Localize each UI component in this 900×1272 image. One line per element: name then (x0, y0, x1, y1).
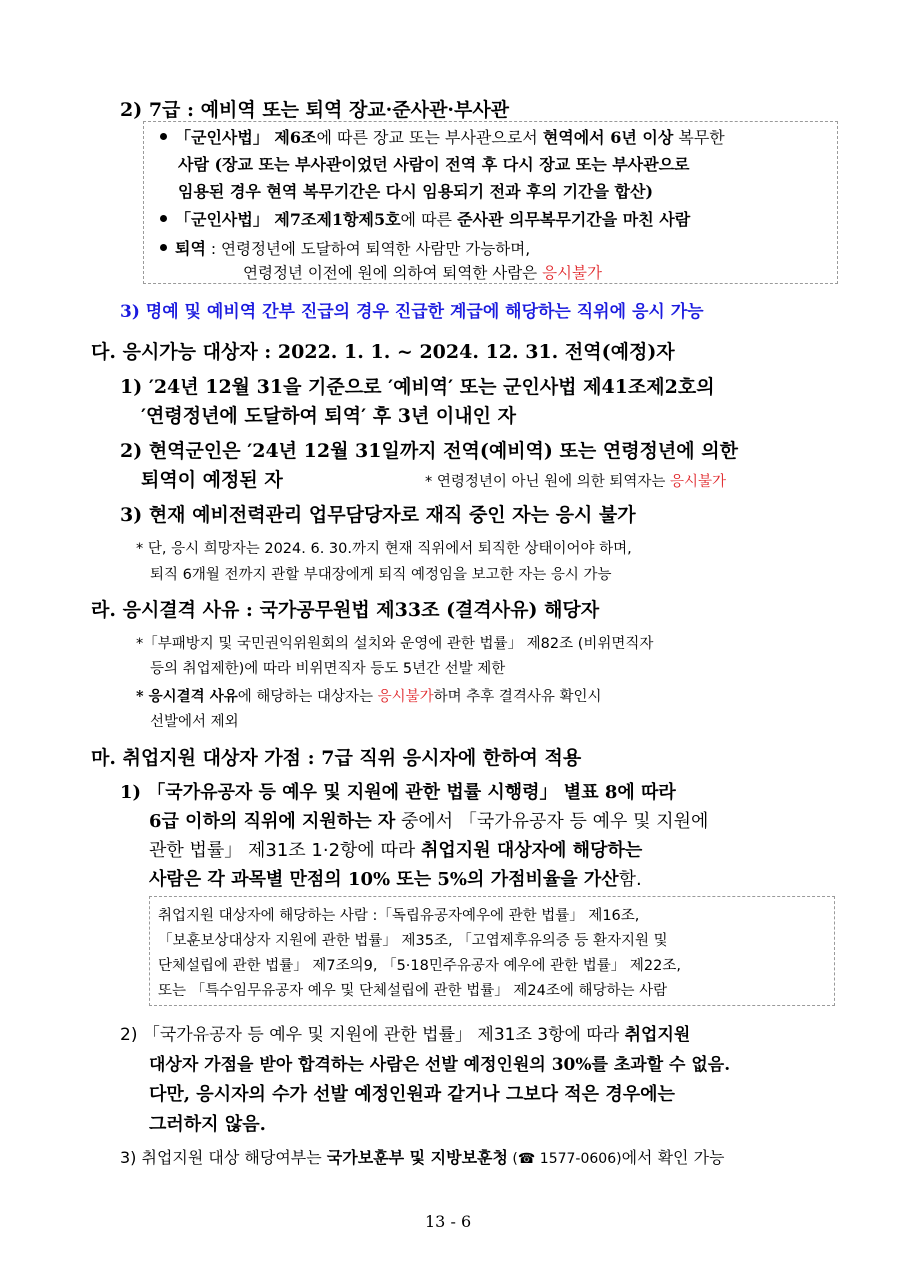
da-item-3: 3) 현재 예비전력관리 업무담당자로 재직 중인 자는 응시 불가 (120, 504, 636, 526)
text: 함. (618, 869, 642, 890)
text: 에서 확인 가능 (621, 1148, 725, 1167)
bullet-dot-icon (160, 215, 167, 222)
bullet-line-1-cont2: 임용된 경우 현역 복무기간은 다시 임용되기 전과 후의 기간을 합산) (178, 182, 654, 201)
bullet-line-3-cont (243, 261, 602, 283)
text: * 연령정년이 아닌 원에 의한 퇴역자는 (425, 474, 671, 490)
text: 관한 법률」 제31조 1·2항에 따라 (149, 840, 422, 861)
text: 에 해당하는 대상자는 (237, 689, 378, 705)
box2-line-3: 단체설립에 관한 법률」 제7조의9, 「5·18민주유공자 예우에 관한 법률」 제22조, (158, 958, 681, 974)
bullet-line-1 (160, 125, 725, 148)
ma-item-2 (120, 1020, 690, 1045)
ma-item-1-l4 (149, 865, 642, 891)
emphasis: 6급 이하의 직위에 지원하는 자 (149, 811, 396, 832)
law-ref: 「군인사법」 제6조 (175, 128, 317, 147)
ma-item-2-l4: 그러하지 않음. (149, 1114, 266, 1135)
bullet-dot-icon (160, 133, 167, 140)
box2-line-4: 또는 「특수임무유공자 예우 및 단체설립에 관한 법률」 제24조에 해당하는 사람 (158, 983, 668, 999)
emphasis: 국가보훈부 및 지방보훈청 (326, 1148, 508, 1167)
bullet-dot-icon (160, 244, 167, 251)
text: 2) 「국가유공자 등 예우 및 지원에 관한 법률」 제31조 3항에 따라 (120, 1025, 625, 1045)
emphasis: 퇴역 (175, 239, 206, 258)
text: 사람 (장교 또는 부사관이었던 사람이 전역 후 다시 장교 또는 부사관으로 (178, 155, 690, 174)
ma-item-1 (120, 778, 676, 804)
ma-item-1-l3 (149, 836, 642, 862)
emphasis: * 응시결격 사유 (136, 688, 238, 705)
ma-item-2-l3: 다만, 응시자의 수가 선발 예정인원과 같거나 그보다 적은 경우에는 (149, 1084, 675, 1105)
emphasis: 현역에서 6년 이상 (542, 128, 674, 147)
emphasis: 사람은 각 과목별 만점의 10% 또는 5%의 가점비율을 가산 (149, 869, 619, 890)
da-item-2-note (425, 470, 726, 491)
ma-item-2-l2: 대상자 가점을 받아 합격하는 사람은 선발 예정인원의 30%를 초과할 수 없음. (149, 1055, 731, 1075)
emphasis: 취업지원 (624, 1025, 691, 1045)
phone-icon: ☎ (517, 1151, 536, 1167)
da-item-3-note-1: * 단, 응시 희망자는 2024. 6. 30.까지 현재 직위에서 퇴직한 상태이어야 하며, (136, 541, 632, 557)
ma-item-1-l2 (149, 807, 708, 833)
box2-line-1: 취업지원 대상자에 해당하는 사람 :「독립유공자예우에 관한 법률」 제16조, (158, 908, 640, 924)
box2-line-2: 「보훈보상대상자 지원에 관한 법률」 제35조, 「고엽제후유의증 등 환자지원 및 (158, 933, 668, 949)
not-eligible-text: 응시불가 (377, 689, 434, 705)
text: 3) 취업지원 대상 해당여부는 (120, 1148, 327, 1167)
text: ( (507, 1151, 518, 1167)
da-item-3-note-2: 퇴직 6개월 전까지 관할 부대장에게 퇴직 예정임을 보고한 자는 응시 가능 (150, 567, 612, 583)
text: 중에서 「국가유공자 등 예우 및 지원에 (395, 811, 709, 832)
ra-heading: 라. 응시결격 사유 : 국가공무원법 제33조 (결격사유) 해당자 (91, 599, 600, 621)
law-ref: 「군인사법」 제7조제1항제5호 (175, 210, 401, 229)
emphasis: 취업지원 대상자에 해당하는 (421, 840, 643, 861)
bullet-line-3 (160, 236, 530, 259)
text: 에 따른 (400, 210, 458, 229)
da-item-1: 1) ′24년 12월 31을 기준으로 ′예비역′ 또는 군인사법 제41조제2호의 (120, 376, 715, 398)
text: 복무한 (673, 128, 725, 147)
emphasis: 준사관 의무복무기간을 마친 사람 (457, 210, 691, 229)
text: 퇴역이 예정된 자 (141, 469, 283, 491)
not-eligible-text: 응시불가 (670, 474, 727, 490)
bullet-line-2 (160, 207, 690, 230)
ra-note-1: *「부패방지 및 국민권익위원회의 설치와 운영에 관한 법률」 제82조 (비위면직자 (136, 636, 654, 652)
bullet-line-1-cont (178, 152, 690, 175)
text: 1) 「국가유공자 등 예우 및 지원에 관한 법률 시행령」 별표 8에 따라 (120, 782, 676, 803)
not-eligible-text: 응시불가 (542, 264, 602, 282)
da-item-2: 2) 현역군인은 ′24년 12월 31일까지 전역(예비역) 또는 연령정년에 의한 (120, 440, 738, 462)
ra-note-2 (136, 685, 602, 706)
ra-note-2-cont: 선발에서 제외 (150, 714, 239, 730)
ra-note-1-cont: 등의 취업제한)에 따라 비위면직자 등도 5년간 선발 제한 (150, 661, 506, 677)
ma-item-3 (120, 1145, 725, 1168)
section-3-line: 3) 명예 및 예비역 간부 진급의 경우 진급한 계급에 해당하는 직위에 응시 가능 (120, 302, 704, 322)
ma-heading: 마. 취업지원 대상자 가점 : 7급 직위 응시자에 한하여 적용 (91, 747, 582, 769)
da-heading: 다. 응시가능 대상자 : 2022. 1. 1. ~ 2024. 12. 31. 전역(예정)자 (91, 341, 675, 363)
phone-number: 1577-0606) (535, 1151, 622, 1167)
text: 연령정년 이전에 원에 의하여 퇴역한 사람은 (243, 264, 543, 282)
text: 에 따른 장교 또는 부사관으로서 (316, 128, 543, 147)
da-item-2-cont (141, 465, 283, 492)
text: : 연령정년에 도달하여 퇴역한 사람만 가능하며, (205, 240, 531, 258)
da-item-1-cont: ′연령정년에 도달하여 퇴역′ 후 3년 이내인 자 (141, 405, 516, 427)
text: 하며 추후 결격사유 확인시 (433, 689, 602, 705)
page-number: 13 - 6 (425, 1212, 472, 1231)
section-2-heading: 2) 7급 : 예비역 또는 퇴역 장교·준사관·부사관 (120, 99, 510, 121)
